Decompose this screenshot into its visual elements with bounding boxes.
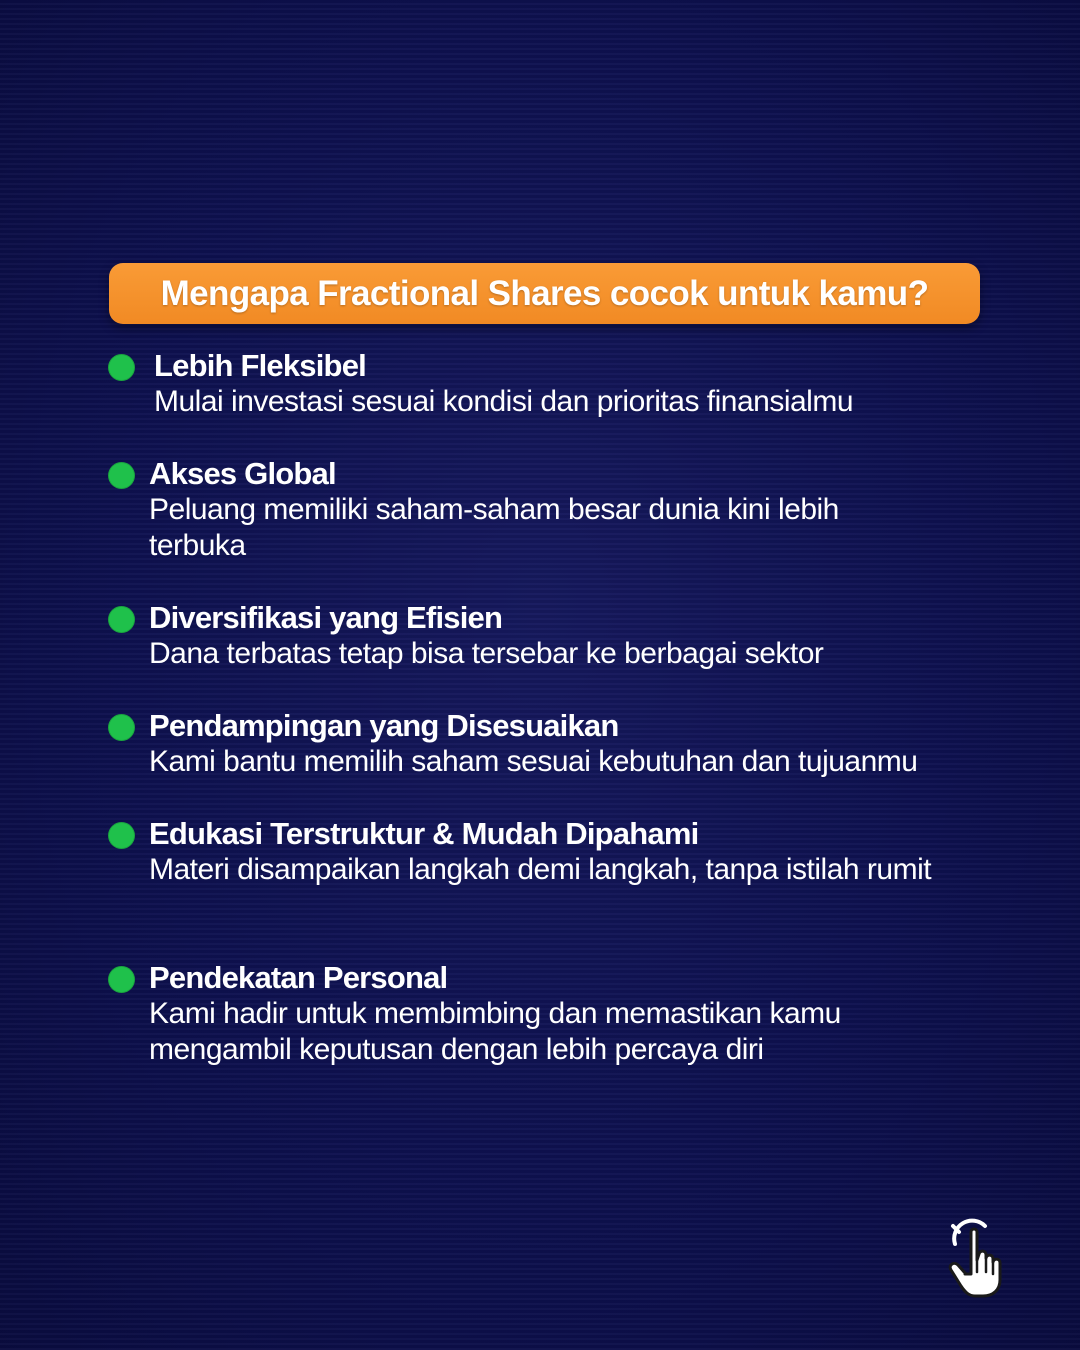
item-title: Akses Global	[149, 456, 336, 491]
green-dot-icon	[108, 822, 135, 849]
title-banner	[109, 263, 980, 324]
item-title: Diversifikasi yang Efisien	[149, 600, 503, 635]
hand-tap-icon	[945, 1218, 1021, 1298]
item-description: Mulai investasi sesuai kondisi dan prioritas finansialmu	[154, 385, 854, 418]
page-title: Mengapa Fractional Shares cocok untuk kamu?	[160, 273, 929, 313]
item-description: Kami hadir untuk membimbing dan memastikan kamu mengambil keputusan dengan lebih percaya diri	[149, 997, 841, 1066]
item-description: Peluang memiliki saham-saham besar dunia kini lebih terbuka	[149, 493, 839, 562]
item-title: Edukasi Terstruktur & Mudah Dipahami	[149, 816, 699, 851]
green-dot-icon	[108, 714, 135, 741]
item-description: Materi disampaikan langkah demi langkah, tanpa istilah rumit	[149, 853, 932, 886]
item-title: Lebih Fleksibel	[154, 348, 366, 383]
item-description: Dana terbatas tetap bisa tersebar ke berbagai sektor	[149, 637, 824, 670]
green-dot-icon	[108, 606, 135, 633]
item-title: Pendekatan Personal	[149, 960, 448, 995]
item-description: Kami bantu memilih saham sesuai kebutuhan dan tujuanmu	[149, 745, 918, 778]
item-title: Pendampingan yang Disesuaikan	[149, 708, 619, 743]
green-dot-icon	[108, 966, 135, 993]
green-dot-icon	[108, 354, 135, 381]
green-dot-icon	[108, 462, 135, 489]
